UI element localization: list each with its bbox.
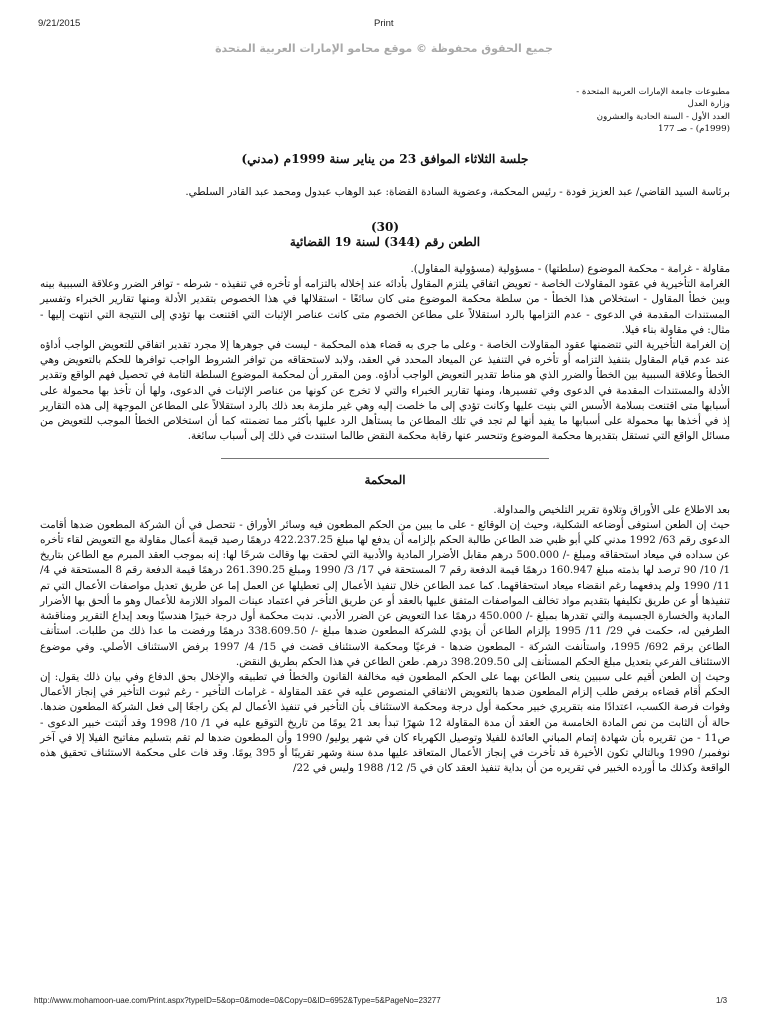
court-heading: المحكمة xyxy=(364,473,406,488)
session-title: جلسة الثلاثاء الموافق 23 من يناير سنة 1999م (مدني) xyxy=(241,151,529,166)
source-citation xyxy=(40,86,730,136)
presidency-line: برئاسة السيد القاضي/ عبد العزيز فودة - رئيس المحكمة، وعضوية السادة القضاة: عبد الوهاب عبدول ومحمد عبد القادر السلطي. xyxy=(185,185,730,198)
print-footer xyxy=(0,992,768,1010)
judgment-paragraph-1: بعد الاطلاع على الأوراق وتلاوة تقرير التلخيص والمداولة. xyxy=(493,503,730,516)
summary-keywords: مقاولة - غرامة - محكمة الموضوع (سلطتها) - مسؤولية (مسؤولية المقاول). xyxy=(410,263,730,276)
source-line-2: العدد الأول - السنة الحادية والعشرون (1999م) - صـ 177 xyxy=(596,111,730,135)
judgment-paragraph-2: حيث إن الطعن استوفى أوضاعه الشكلية، وحيث إن الوقائع - على ما يبين من الحكم المطعون فيه وسائر الأوراق - تتحصل في أن الشركة المطعون ضدها أقامت الدعوى رقم 63/ 1992 مدني كلي أبو ظبي ضد الطاعن طالبة الحكم بإلزامه أن يدفع لها مبلغ 422.237.25 درهمًا رصيد قيمة أعمال مقاولة مع التعويض لقاء تأخره عن سداده في ميعاد استحقاقه ومبلغ -/ 500.000 درهم مقابل الأضرار المادية والأدبية التي لحقت بها وقالت شرحًا لها: إنه بموجب العقد المبرم مع الطاعن بتاريخ 1/ 10/ 90 ترصد لها بذمته مبلغ 160.947 درهمًا قيمة الدفعة رقم 7 المستحقة في 17/ 3/ 1990 ومبلغ 261.390.25 درهمًا قيمة الدفعة رقم 8 المستحقة في 4/ 11/ 1990 ولم يدفعهما رغم انقضاء ميعاد استحقاقهما. كما عمد الطاعن خلال تنفيذ الأعمال إلى تعطيلها عن العمل إما عن طريق تعديل مواصفات الأعمال التي تم تنفيذها أو عن طريق تكليفها بتقديم مواد تخالف المواصفات المتفق عليها بالعقد أو عن طريق التأخر في اعتماد عينات المواد اللازمة للأعمال وهو ما ألحق بها الأضرار المادية والخسارة الجسيمة والتي تقدرها بمبلغ -/ 450.000 درهمًا عدا التعويض عن الضرر الأدبي. ندبت محكمة أول درجة خبيرًا هندسيًا وبعد إيداع التقرير ومناقشة الطرفين له، حكمت في 29/ 11/ 1995 بإلزام الطاعن أن يؤدي للشركة المطعون ضدها مبلغ -/ 338.609.50 درهمًا ورفضت ما عدا ذلك من طلبات. استأنف الطاعن برقم 692/ 1995، واستأنفت الشركة - المطعون ضدها - فرعيًا ومحكمة الاستئناف قضت في 15/ 4/ 1997 برفض الاستئناف الأصلي. وفي موضوع الاستئناف الفرعي بتعديل مبلغ الحكم المستأنف إلى 398.209.50 درهم. طعن الطاعن في هذا الحكم بطريق النقض. xyxy=(40,518,731,668)
summary-explanation: إن الغرامة التأخيرية التي تتضمنها عقود المقاولات الخاصة - وعلى ما جرى به قضاء هذه المحكمة - ليست في جوهرها إلا مجرد تقدير اتفاقي للتعويض الواجب أداؤه عند عدم قيام المقاول بتنفيذ التزامه أو تأخره في التنفيذ عن الميعاد المحدد في العقد، ولابد لاستحقاقه من توافر الشروط الواجب توافرها للحكم بالتعويض وهي الخطأ وعلاقة السببية بين الخطأ والضرر الذي هو مناط تقدير التعويض الواجب أداؤه. ومن المقرر أن لمحكمة الموضوع السلطة التامة في تحصيل فهم الواقع وتقدير الأدلة والمستندات المقدمة في الدعوى وفي تفسيرها، ومنها تقارير الخبراء والتي لا تخرج عن كونها من عناصر الإثبات في الدعوى، ولها أن تأخذ بها محمولة على أسبابها متى اقتنعت بسلامة الأسس التي بنيت عليها وكانت تؤدي إلى ما خلصت إليه وهي غير ملزمة بعد ذلك بالرد استقلالاً على المطاعن الموجهة إلى هذه التقارير إذ في أخذها بها محمولة على أسبابها ما يفيد أنها لم تجد في تلك المطاعن ما يستأهل الرد عليها بأكثر مما تضمنته كما أن استخلاص الخطأ الموجب للتعويض من مسائل الواقع التي تستقل بتقديرها محكمة الموضوع وتنحسر عنها رقابة محكمة النقض طالما استندت في ذلك إلى أسباب سائغة. xyxy=(40,339,730,443)
page-number: 1/3 xyxy=(716,996,728,1005)
appeal-number: (30) xyxy=(370,220,400,235)
page-url[interactable]: http://www.mohamoon-uae.com/Print.aspx?typeID=5&op=0&mode=0&Copy=0&ID=6952&Type=5&PageNo=23277 xyxy=(34,996,441,1005)
appeal-heading xyxy=(40,220,730,250)
appeal-title: الطعن رقم (344) لسنة 19 القضائية xyxy=(289,235,481,250)
print-title: Print xyxy=(374,18,394,29)
judgment-paragraph-3: وحيث إن الطعن أقيم على سببين ينعى الطاعن بهما على الحكم المطعون فيه مخالفة القانون والخطأ في تطبيقه والإخلال بحق الدفاع وفي بيان ذلك يقول: إن الحكم أقام قضاءه برفض طلب إلزام المطعون ضدها بالتعويض الاتفاقي المنصوص عليه في عقد المقاولة - غرامات التأخير - رغم ثبوت التأخير في إنجاز الأعمال وفوات فرصة الكسب، اعتدادًا منه بتقريري خبير محكمة أول درجة ومحكمة الاستئناف بأن التأخير في تنفيذ الأعمال لم يكن راجعًا إلى فعل الشركة المطعون ضدها. حالة أن الثابت من نص المادة الخامسة من العقد أن مدة المقاولة 12 شهرًا تبدأ بعد 21 يومًا من تاريخ التوقيع عليه في 1/ 10/ 1998 وقد أثبتت خبير الدعوى - ص11 - من تقريره بأن شهادة إتمام المباني العائدة للفيلا وتوصيل الكهرباء كان في شهر يوليو/ 1990 وأن المطعون ضدها لم تقم بتسليم مفاتيح الفيلا إلا في آخر نوفمبر/ 1990 وبالتالي تكون الأخيرة قد تأخرت في إنجاز الأعمال المتعاقد عليها مدة سنة وشهر تقريبًا أو 395 يومًا. وقد فات على محكمة الاستئناف تحقيق هذه الواقعة وكذلك ما أورده الخبير في تقريره من أن بداية تنفيذ العقد كان في 5/ 12/ 1988 وليس في 22/ xyxy=(40,670,731,775)
document-body xyxy=(40,86,730,776)
summary-principle: الغرامة التأخيرية في عقود المقاولات الخاصة - تعويض اتفاقي يلتزم المقاول بأدائه عند إخلاله بالتزامه أو تأخره في تنفيذه - شرطه - توافر الضرر وعلاقة السببية بينه وبين خطأ المقاول - استخلاص هذا الخطأ - من سلطة محكمة الموضوع متى كان سائغًا - استقلالها في هذا الخصوص بتقدير الأدلة ومنها تقارير الخبراء وتفسير المستندات المقدمة في الدعوى - عدم التزامها بالرد استقلالاً على مطاعن الخصوم متى كانت عناصر الإثبات التي اقتنعت بها تؤدي إلى النتيجة التي انتهت إليها - مثال: في مقاولة بناء فيلا. xyxy=(40,278,730,336)
source-line-1: مطبوعات جامعة الإمارات العربية المتحدة - وزارة العدل xyxy=(576,87,730,110)
copyright-watermark: جميع الحقوق محفوظة © موقع محامو الإمارات العربية المتحدة xyxy=(215,42,553,55)
section-divider xyxy=(221,458,549,459)
print-header xyxy=(0,12,768,30)
print-date: 9/21/2015 xyxy=(38,18,81,29)
